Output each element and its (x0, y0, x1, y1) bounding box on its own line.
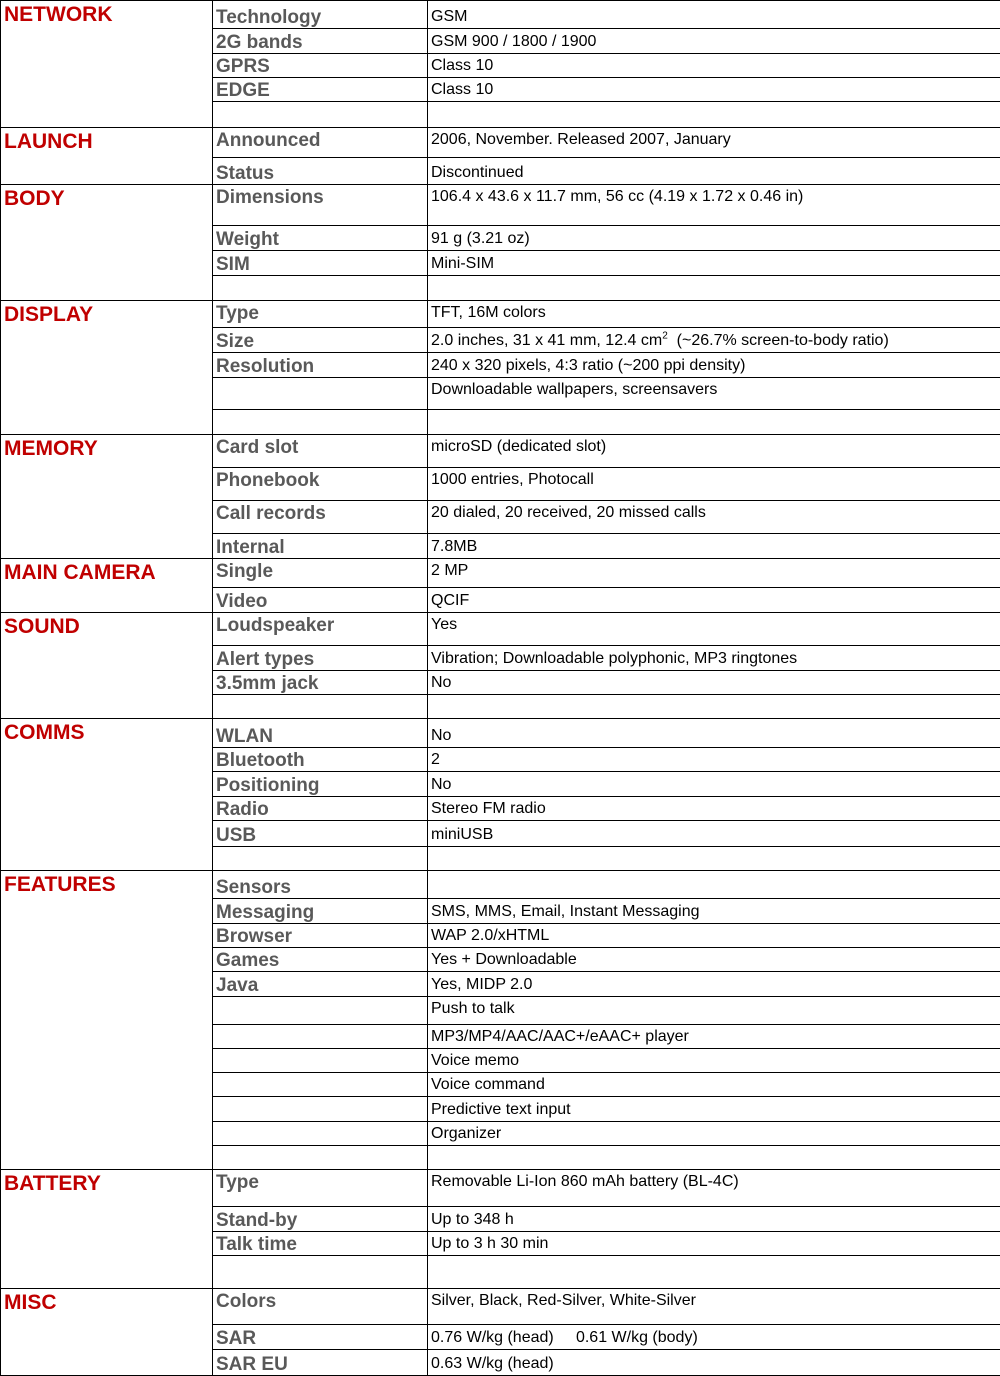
spec-label (213, 410, 428, 435)
spec-label (213, 276, 428, 301)
spec-label: Internal (213, 534, 428, 559)
section-title-memory: MEMORY (1, 435, 213, 559)
spec-label: Positioning (213, 772, 428, 797)
spec-label: GPRS (213, 54, 428, 78)
spec-label (213, 1025, 428, 1049)
spec-value: QCIF (428, 588, 1000, 613)
spec-label: Type (213, 1170, 428, 1207)
spec-label: 3.5mm jack (213, 671, 428, 695)
section-title-network: NETWORK (1, 1, 213, 128)
spec-value: Discontinued (428, 158, 1000, 185)
spec-value (428, 695, 1000, 719)
spec-value: No (428, 772, 1000, 797)
section-title-features: FEATURES (1, 871, 213, 1170)
spec-value-tail: (~26.7% screen-to-body ratio) (668, 332, 889, 349)
spec-label: SIM (213, 251, 428, 276)
spec-value: Stereo FM radio (428, 797, 1000, 821)
spec-value (428, 871, 1000, 899)
spec-label: Talk time (213, 1232, 428, 1256)
spec-row (1, 128, 1000, 158)
spec-label: Radio (213, 797, 428, 821)
spec-label: SAR (213, 1325, 428, 1350)
spec-value: WAP 2.0/xHTML (428, 924, 1000, 948)
spec-value: Mini-SIM (428, 251, 1000, 276)
spec-label: Alert types (213, 646, 428, 671)
spec-row (1, 559, 1000, 588)
spec-row (1, 301, 1000, 328)
spec-label (213, 1073, 428, 1097)
spec-label: SAR EU (213, 1350, 428, 1376)
spec-label: Video (213, 588, 428, 613)
spec-label: Weight (213, 226, 428, 251)
spec-label: Dimensions (213, 185, 428, 226)
spec-value: 7.8MB (428, 534, 1000, 559)
spec-value: GSM 900 / 1800 / 1900 (428, 29, 1000, 54)
spec-value-text: 2.0 inches, 31 x 41 mm, 12.4 cm (431, 332, 662, 349)
spec-value: Yes (428, 613, 1000, 646)
spec-value: Class 10 (428, 54, 1000, 78)
spec-label: Sensors (213, 871, 428, 899)
spec-label (213, 1097, 428, 1122)
spec-value: Up to 3 h 30 min (428, 1232, 1000, 1256)
spec-label: Stand-by (213, 1207, 428, 1232)
spec-label (213, 102, 428, 128)
spec-label (213, 997, 428, 1025)
spec-label: Phonebook (213, 468, 428, 501)
spec-value: Voice command (428, 1073, 1000, 1097)
spec-value (428, 1146, 1000, 1170)
spec-value: 2 (428, 748, 1000, 772)
spec-value: 1000 entries, Photocall (428, 468, 1000, 501)
spec-value: MP3/MP4/AAC/AAC+/eAAC+ player (428, 1025, 1000, 1049)
spec-value: Removable Li-Ion 860 mAh battery (BL-4C) (428, 1170, 1000, 1207)
spec-row (1, 1170, 1000, 1207)
spec-value: microSD (dedicated slot) (428, 435, 1000, 468)
spec-value (428, 1256, 1000, 1289)
spec-value: Organizer (428, 1122, 1000, 1146)
section-title-body: BODY (1, 185, 213, 301)
spec-row (1, 185, 1000, 226)
spec-row (1, 435, 1000, 468)
spec-value: SMS, MMS, Email, Instant Messaging (428, 899, 1000, 924)
section-title-launch: LAUNCH (1, 128, 213, 185)
spec-label: Browser (213, 924, 428, 948)
spec-label: Java (213, 972, 428, 997)
spec-label: Announced (213, 128, 428, 158)
spec-value (428, 410, 1000, 435)
spec-label: USB (213, 821, 428, 847)
spec-row (1, 871, 1000, 899)
spec-label: EDGE (213, 78, 428, 102)
spec-row (1, 1289, 1000, 1325)
spec-label: 2G bands (213, 29, 428, 54)
spec-value: Push to talk (428, 997, 1000, 1025)
spec-value: 2 MP (428, 559, 1000, 588)
spec-value: 91 g (3.21 oz) (428, 226, 1000, 251)
spec-value: 20 dialed, 20 received, 20 missed calls (428, 501, 1000, 534)
spec-row (1, 1, 1000, 29)
spec-table-body (1, 1, 1000, 1376)
spec-value: 0.76 W/kg (head) 0.61 W/kg (body) (428, 1325, 1000, 1350)
spec-label (213, 847, 428, 871)
section-title-misc: MISC (1, 1289, 213, 1376)
spec-value (428, 102, 1000, 128)
spec-label: Type (213, 301, 428, 328)
spec-value: Downloadable wallpapers, screensavers (428, 378, 1000, 410)
spec-value (428, 328, 1000, 353)
spec-value (428, 847, 1000, 871)
spec-label (213, 1122, 428, 1146)
section-title-battery: BATTERY (1, 1170, 213, 1289)
spec-row (1, 719, 1000, 748)
spec-label (213, 1146, 428, 1170)
spec-value: Predictive text input (428, 1097, 1000, 1122)
spec-value (428, 276, 1000, 301)
spec-label: Colors (213, 1289, 428, 1325)
spec-row (1, 613, 1000, 646)
spec-label (213, 695, 428, 719)
spec-label (213, 378, 428, 410)
spec-label: Resolution (213, 353, 428, 378)
spec-value: Voice memo (428, 1049, 1000, 1073)
spec-value: Class 10 (428, 78, 1000, 102)
spec-value-superscript: 2 (662, 331, 668, 342)
spec-label: WLAN (213, 719, 428, 748)
spec-value: GSM (428, 1, 1000, 29)
spec-label: Loudspeaker (213, 613, 428, 646)
spec-value: No (428, 671, 1000, 695)
spec-value: 106.4 x 43.6 x 11.7 mm, 56 cc (4.19 x 1.72 x 0.46 in) (428, 185, 1000, 226)
spec-value: Silver, Black, Red-Silver, White-Silver (428, 1289, 1000, 1325)
spec-value: Up to 348 h (428, 1207, 1000, 1232)
spec-value: miniUSB (428, 821, 1000, 847)
spec-label (213, 1256, 428, 1289)
section-title-display: DISPLAY (1, 301, 213, 435)
spec-value: 240 x 320 pixels, 4:3 ratio (~200 ppi density) (428, 353, 1000, 378)
spec-label: Card slot (213, 435, 428, 468)
spec-label (213, 1049, 428, 1073)
spec-label: Call records (213, 501, 428, 534)
spec-value: Vibration; Downloadable polyphonic, MP3 ringtones (428, 646, 1000, 671)
spec-label: Size (213, 328, 428, 353)
section-title-comms: COMMS (1, 719, 213, 871)
spec-value: TFT, 16M colors (428, 301, 1000, 328)
spec-value: 0.63 W/kg (head) (428, 1350, 1000, 1376)
section-title-main-camera: MAIN CAMERA (1, 559, 213, 613)
spec-label: Technology (213, 1, 428, 29)
spec-value: 2006, November. Released 2007, January (428, 128, 1000, 158)
spec-label: Messaging (213, 899, 428, 924)
spec-label: Games (213, 948, 428, 972)
spec-label: Single (213, 559, 428, 588)
spec-label: Status (213, 158, 428, 185)
section-title-sound: SOUND (1, 613, 213, 719)
spec-label: Bluetooth (213, 748, 428, 772)
spec-value: Yes + Downloadable (428, 948, 1000, 972)
spec-value: No (428, 719, 1000, 748)
spec-value: Yes, MIDP 2.0 (428, 972, 1000, 997)
